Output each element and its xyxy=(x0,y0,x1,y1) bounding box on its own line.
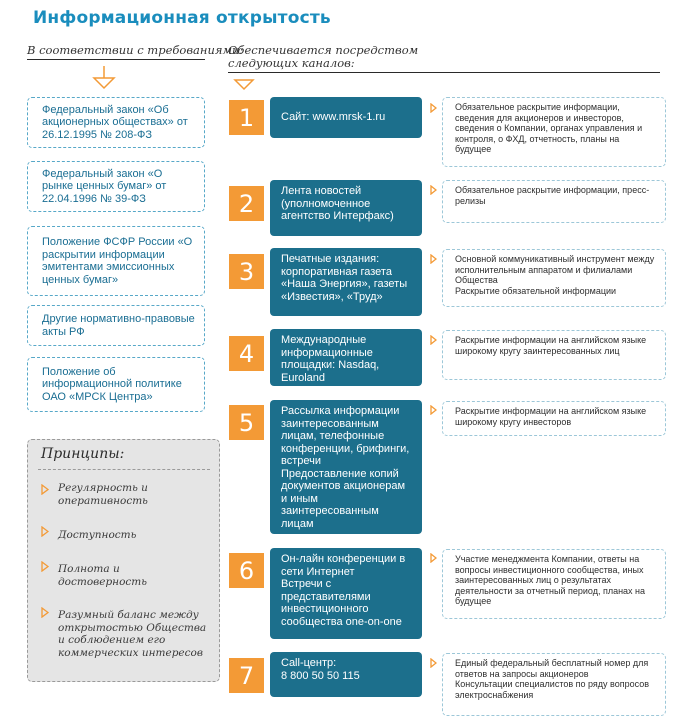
channel-text: Он-лайн конференции в сети Интернет Встречи с представителями инвестиционного сообщества one-on-one xyxy=(281,553,406,628)
bullet-triangle-icon xyxy=(41,484,49,495)
channel-description: Раскрытие информации на английском языке широкому кругу заинтересованных лиц xyxy=(442,330,666,380)
right-header-line-1: Обеспечивается посредством xyxy=(228,43,419,57)
channel-box xyxy=(270,400,422,534)
channel-description: Основной коммуникативный инструмент между исполнительным аппаратом и филиалами Общества Раскрытие обязательной информации xyxy=(442,249,666,307)
bullet-triangle-icon xyxy=(41,561,49,572)
channel-text: Международные информационные площадки: Nasdaq, Euroland xyxy=(281,334,380,384)
channel-description: Обязательное раскрытие информации, сведения для акционеров и инвесторов, сведения о Компании, органах управления и контроля, о ФХД, отчетность, планы на будущее xyxy=(442,97,666,167)
pointer-triangle-icon xyxy=(430,254,437,264)
law-text: Федеральный закон «О рынке ценных бумаг» от 22.04.1996 № 39-ФЗ xyxy=(42,167,167,205)
channel-text: Рассылка информации заинтересованным лицам, телефонные конференции, брифинги, встречи Предоставление копий документов акционерам и иным заинтересованным лицам xyxy=(281,405,410,530)
principle-item: Разумный баланс между открытостью Общества и соблюдением его коммерческих интересов xyxy=(58,609,207,659)
law-text: Федеральный закон «Об акционерных обществах» от 26.12.1995 № 208-ФЗ xyxy=(42,103,188,141)
principles-heading: Принципы: xyxy=(41,446,125,462)
channel-number: 5 xyxy=(229,405,264,440)
law-text: Другие нормативно-правовые акты РФ xyxy=(42,313,195,338)
law-box xyxy=(27,161,205,212)
channel-number: 2 xyxy=(229,186,264,221)
down-triangle-icon xyxy=(233,79,255,91)
channel-box xyxy=(270,329,422,386)
law-text: Положение ФСФР России «О раскрытии информации эмитентами эмиссионных ценных бумаг» xyxy=(42,236,193,286)
law-box xyxy=(27,305,205,346)
pointer-triangle-icon xyxy=(430,335,437,345)
right-header-rule xyxy=(228,72,660,73)
channel-description: Обязательное раскрытие информации, пресс-релизы xyxy=(442,180,666,223)
channel-text: Call-центр: 8 800 50 50 115 xyxy=(281,657,360,682)
channel-box xyxy=(270,180,422,236)
principles-panel xyxy=(27,439,220,682)
principle-item: Регулярность и оперативность xyxy=(58,482,148,507)
pointer-triangle-icon xyxy=(430,103,437,113)
channel-text: Лента новостей (уполномоченное агентство Интерфакс) xyxy=(281,185,394,222)
channel-box xyxy=(270,248,422,316)
channel-number: 4 xyxy=(229,336,264,371)
principle-item: Доступность xyxy=(58,529,137,541)
right-column-header xyxy=(228,44,418,70)
principle-item: Полнота и достоверность xyxy=(58,563,147,588)
pointer-triangle-icon xyxy=(430,405,437,415)
pointer-triangle-icon xyxy=(430,658,437,668)
right-header-line-2: следующих каналов: xyxy=(228,56,355,70)
law-box xyxy=(27,97,205,148)
principles-divider xyxy=(38,469,210,470)
channel-text: Сайт: www.mrsk-1.ru xyxy=(281,111,386,124)
channel-box xyxy=(270,548,422,639)
law-box xyxy=(27,357,205,412)
bullet-triangle-icon xyxy=(41,607,49,618)
channel-box xyxy=(270,652,422,697)
pointer-triangle-icon xyxy=(430,553,437,563)
left-column-header: В соответствии с требованиями: xyxy=(27,43,244,57)
channel-text: Печатные издания: корпоративная газета «Наша Энергия», газеты «Известия», «Труд» xyxy=(281,253,408,303)
bullet-triangle-icon xyxy=(41,526,49,537)
channel-number: 3 xyxy=(229,254,264,289)
pointer-triangle-icon xyxy=(430,185,437,195)
left-header-rule xyxy=(27,59,205,60)
channel-description: Раскрытие информации на английском языке широкому кругу инвесторов xyxy=(442,401,666,436)
page-title: Информационная открытость xyxy=(33,8,331,28)
channel-number: 6 xyxy=(229,553,264,588)
channel-number: 7 xyxy=(229,658,264,693)
channel-description: Участие менеджмента Компании, ответы на вопросы инвестиционного сообщества, иных заинтересованных лиц о результатах деятельности за отчетный период, планах на будущее xyxy=(442,549,666,619)
channel-description: Единый федеральный бесплатный номер для ответов на запросы акционеров Консультации специалистов по ряду вопросов электроснабжения xyxy=(442,653,666,716)
down-arrow-icon xyxy=(89,66,119,90)
law-box xyxy=(27,226,205,296)
channel-box xyxy=(270,97,422,138)
channel-number: 1 xyxy=(229,100,264,135)
law-text: Положение об информационной политике ОАО «МРСК Центра» xyxy=(42,365,182,403)
